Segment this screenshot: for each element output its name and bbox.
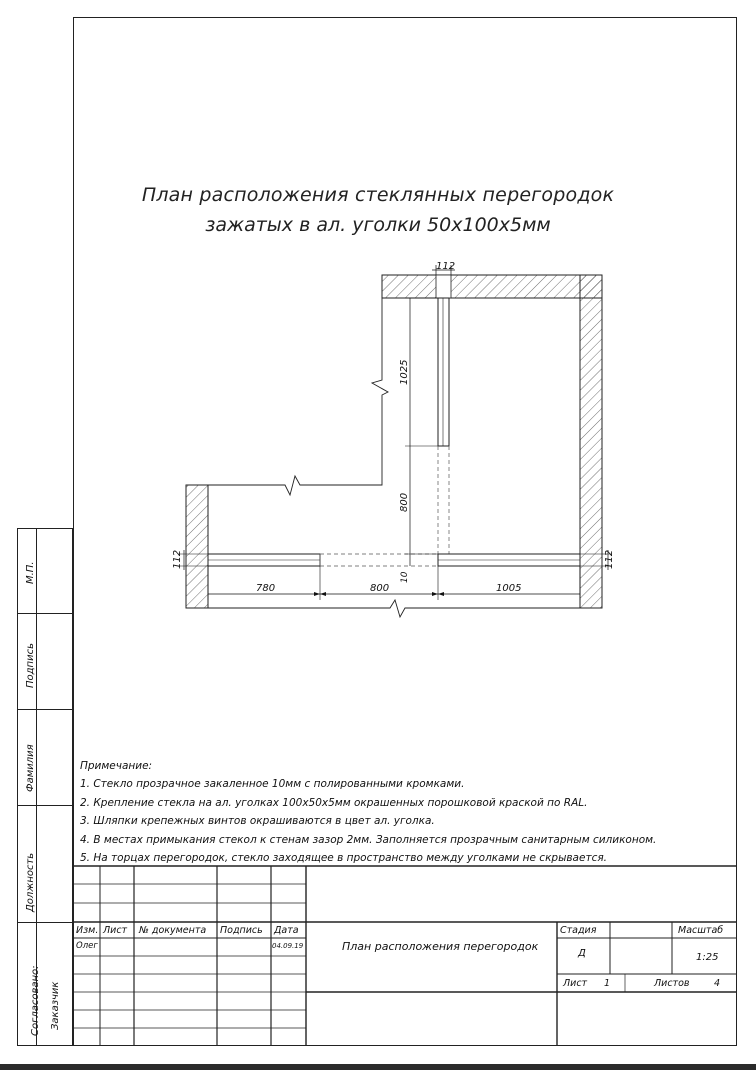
dim-right: 112: [604, 549, 615, 569]
dim-bottom-mid: 800: [370, 583, 390, 594]
drawing-title: План расположения стеклянных перегородок: [141, 184, 615, 206]
tb-col-date: Дата: [274, 925, 299, 936]
tb-col-doc: № документа: [139, 925, 207, 936]
tb-doc-title: План расположения перегородок: [342, 940, 539, 953]
side-label-customer: Заказчик: [50, 981, 61, 1030]
tb-sheets-label: Листов: [654, 978, 690, 989]
tb-col-list: Лист: [103, 925, 128, 936]
tb-stage-label: Стадия: [560, 925, 597, 936]
tb-scale-value: 1:25: [696, 952, 719, 963]
note-item: 5. На торцах перегородок, стекло заходящее в пространство между уголками не скрывается.: [80, 852, 607, 865]
dim-top: 112: [436, 261, 456, 272]
side-label-agreed: Согласовано:: [30, 965, 41, 1036]
note-item: 3. Шляпки крепежных винтов окрашиваются в цвет ал. уголка.: [80, 815, 435, 828]
tb-author: Олег: [76, 941, 98, 951]
tb-stage-value: Д: [578, 948, 586, 959]
dim-gap-small: 10: [400, 571, 410, 583]
tb-col-sign: Подпись: [220, 925, 263, 936]
tb-col-izm: Изм.: [76, 925, 99, 936]
side-label-position: Должность: [25, 852, 36, 912]
tb-date: 04.09.19: [272, 942, 304, 950]
dim-left: 112: [172, 549, 183, 569]
note-item: 4. В местах примыкания стекол к стенам зазор 2мм. Заполняется прозрачным санитарным силиконом.: [80, 833, 657, 846]
dim-vertical-gap: 800: [399, 492, 410, 512]
tb-scale-label: Масштаб: [678, 925, 724, 936]
bottom-edge-bar: [0, 1064, 756, 1070]
dim-vertical-glass: 1025: [399, 359, 410, 385]
tb-sheets-value: 4: [714, 978, 721, 989]
note-item: 1. Стекло прозрачное закаленное 10мм с полированными кромками.: [80, 778, 465, 791]
dim-bottom-left: 780: [256, 583, 276, 594]
dim-bottom-right: 1005: [496, 583, 522, 594]
tb-sheet-value: 1: [604, 978, 611, 989]
tb-sheet-label: Лист: [563, 978, 588, 989]
side-label-surname: Фамилия: [25, 744, 36, 792]
note-item: 2. Крепление стекла на ал. уголках 100х50х5мм окрашенных порошковой краской по RAL.: [80, 796, 588, 809]
side-label-signature: Подпись: [25, 643, 36, 688]
notes-heading: Примечание:: [80, 760, 153, 772]
side-label-mp: М.П.: [25, 561, 36, 584]
drawing-subtitle: зажатых в ал. уголки 50х100х5мм: [205, 214, 551, 236]
